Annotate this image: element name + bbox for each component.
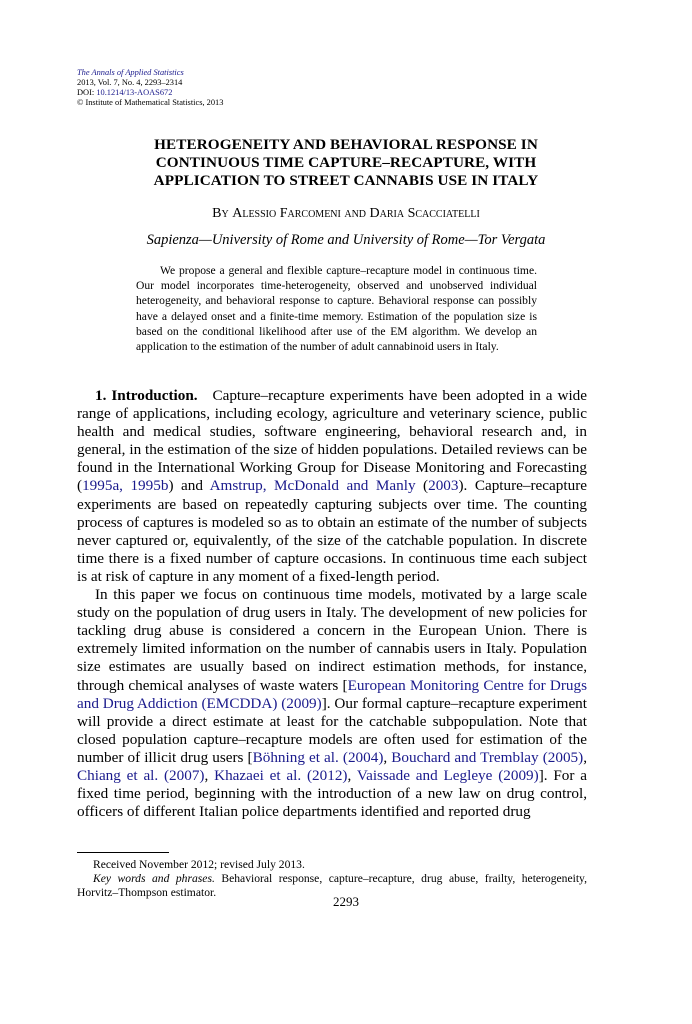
section-heading: 1. Introduction.	[95, 387, 198, 404]
journal-header	[77, 68, 223, 108]
doi-link[interactable]: 10.1214/13-AOAS672	[96, 88, 173, 97]
citation-link[interactable]: Böhning et al. (2004)	[252, 748, 384, 766]
text-run: ,	[347, 766, 357, 784]
text-run: ). Capture–recapture experiments are based on repeatedly capturing subjects over time. The counting process of captures is modeled so as to obtain an estimate of the number of subjects never captured or, equivalently, of the size of the catchable population. In discrete time there is a fixed number of capture occasions. In continuous time each subject is at risk of capture in any moment of a fixed-length period.	[77, 477, 587, 585]
citation-link[interactable]: Amstrup, McDonald and Manly	[209, 477, 416, 495]
paragraph-2	[77, 586, 587, 821]
citation-link[interactable]: Bouchard and Tremblay (2005)	[391, 748, 584, 766]
author-names: Alessio Farcomeni and Daria Scacciatelli	[232, 206, 480, 221]
copyright-line: © Institute of Mathematical Statistics, 2013	[77, 98, 224, 107]
text-run: Capture–recapture experiments have been adopted in a wide range of applications, including ecology, agriculture and veterinary science, public health and medical studies, software engineering, behavioral research and, in general, in the estimation of the size of hidden populations. Detailed reviews can be found in the International Working Group for Disease Monitoring and Forecasting (	[77, 387, 588, 495]
text-run: ,	[204, 766, 215, 784]
paper-title	[60, 136, 632, 190]
citation-link[interactable]: 1995a, 1995b	[82, 477, 169, 495]
doi-label: DOI:	[77, 88, 97, 97]
doi-line	[77, 88, 223, 98]
received-note: Received November 2012; revised July 2013.	[93, 858, 305, 871]
affiliation: Sapienza—University of Rome and University of Rome—Tor Vergata	[146, 232, 546, 248]
text-run: In this paper we focus on continuous time models, motivated by a large scale study on the population of drug users in Italy. The development of new policies for tackling drug abuse is considered a concern in the European Union. There is extremely limited information on the number of cannabis users in Italy. Population size estimates are usually based on indirect estimation methods, for instance, through chemical analyses of waste waters [	[77, 586, 587, 694]
abstract	[136, 263, 537, 354]
text-run: ]. For a fixed time period, beginning with the introduction of a new law on drug control, officers of different Italian police departments identified and reported drug	[77, 766, 588, 821]
title-line-3: APPLICATION TO STREET CANNABIS USE IN ITALY	[153, 172, 539, 189]
citation-link[interactable]: Chiang et al. (2007)	[77, 766, 205, 784]
citation-link[interactable]: Khazaei et al. (2012)	[214, 766, 348, 784]
citation-link[interactable]: Vaissade and Legleye (2009)	[356, 766, 539, 784]
text-run: ,	[383, 748, 392, 766]
journal-name[interactable]: The Annals of Applied Statistics	[77, 68, 184, 77]
author-line	[0, 206, 692, 222]
text-run: ]. Our formal capture–recapture experiment will provide a direct estimate at least for the catchable subpopulation. Note that closed population capture–recapture models are often used for estimation of the number of illicit drug users [	[77, 694, 587, 766]
keywords-text: Behavioral response, capture–recapture, drug abuse, frailty, heterogeneity, Horvitz–Thompson estimator.	[77, 872, 587, 900]
volume-line: 2013, Vol. 7, No. 4, 2293–2314	[77, 78, 183, 87]
keywords-label: Key words and phrases.	[93, 872, 215, 886]
text-run: ) and	[168, 477, 210, 495]
paragraph-1	[77, 387, 587, 586]
title-line-2: CONTINUOUS TIME CAPTURE–RECAPTURE, WITH	[155, 154, 537, 171]
citation-link[interactable]: 2003	[428, 477, 459, 495]
by-label: By	[212, 206, 229, 221]
title-line-1: HETEROGENEITY AND BEHAVIORAL RESPONSE IN	[154, 136, 538, 153]
abstract-text: We propose a general and flexible capture–recapture model in continuous time. Our model incorporates time-heterogeneity, observed and unobserved individual heterogeneity, and behavioral response to capture. Behavioral response can possibly have a delayed onset and a finite-time memory. Estimation of the population size is based on the conditional likelihood after use of the EM algorithm. We develop an application to the estimation of the number of adult cannabinoid users in Italy.	[136, 264, 537, 354]
page-number: 2293	[333, 894, 359, 909]
main-body	[77, 387, 587, 821]
citation-link[interactable]: European Monitoring Centre for Drugs and Drug Addiction (EMCDDA) (2009)	[77, 676, 588, 712]
text-run: (	[415, 477, 429, 495]
footnote-rule	[77, 852, 169, 853]
text-run: ,	[583, 748, 587, 766]
